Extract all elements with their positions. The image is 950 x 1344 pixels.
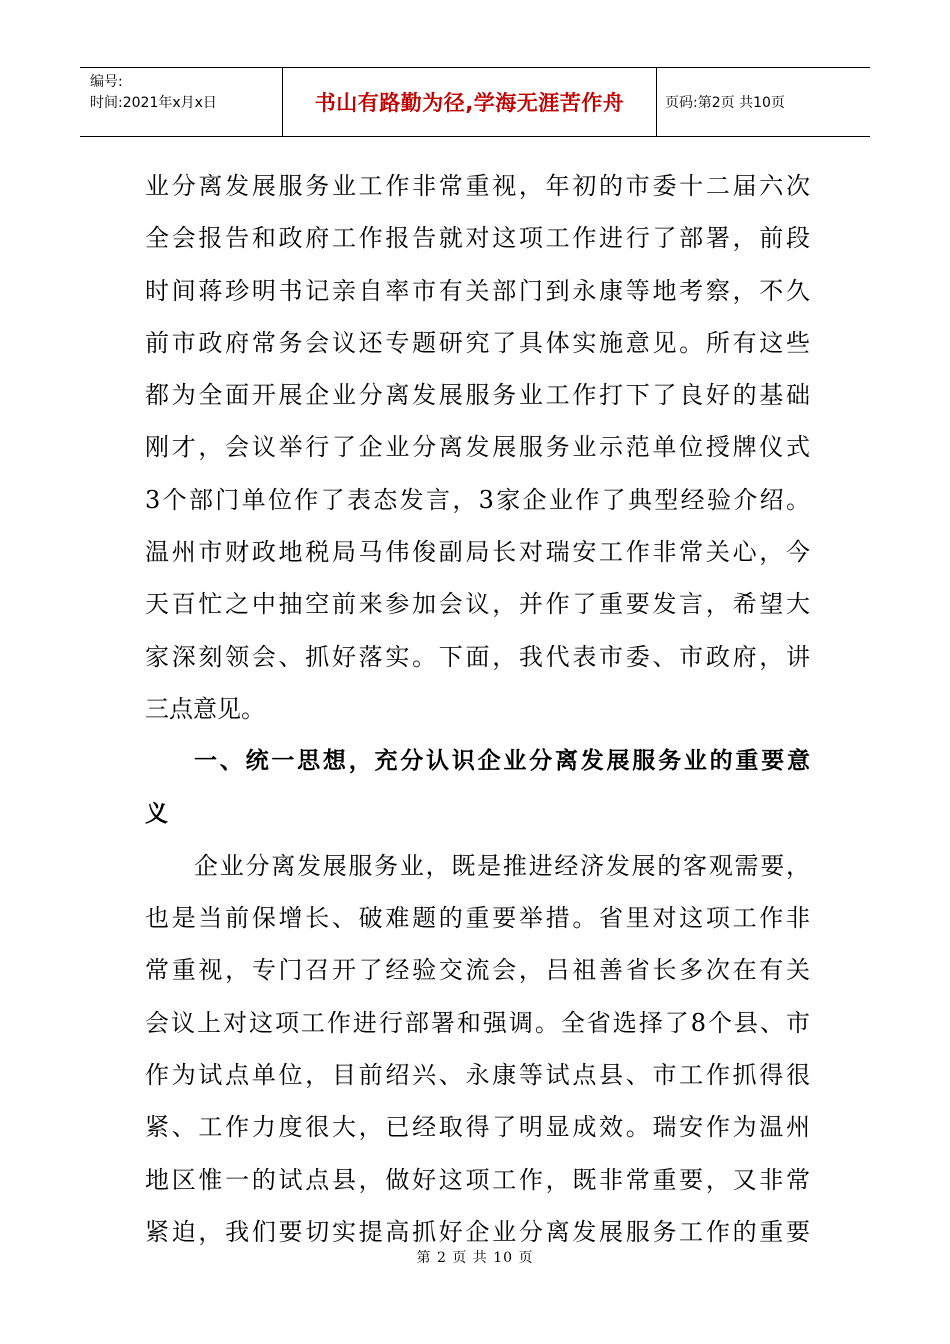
page-footer: 第 2 页 共 10 页	[416, 1250, 534, 1266]
body-line: 家深刻领会、抓好落实。下面，我代表市委、市政府，讲	[145, 642, 810, 671]
body-line: 地区惟一的试点县，做好这项工作，既非常重要，又非常	[145, 1165, 810, 1194]
document-body	[145, 160, 810, 1258]
header-motto: 书山有路勤为径,学海无涯苦作舟	[283, 68, 657, 136]
body-line: 时间蒋珍明书记亲自率市有关部门到永康等地考察，不久	[145, 276, 810, 305]
body-line: 作为试点单位，目前绍兴、永康等试点县、市工作抓得很	[145, 1061, 810, 1090]
number-label: 编号:	[90, 74, 123, 90]
time-label: 时间:2021年x月x日	[90, 95, 217, 111]
body-line: 三点意见。	[145, 694, 265, 723]
body-line: 前市政府常务会议还专题研究了具体实施意见。所有这些	[145, 328, 810, 357]
document-header	[80, 67, 870, 137]
section-heading-cont: 义	[145, 800, 168, 827]
body-line: 企业分离发展服务业，既是推进经济发展的客观需要，	[194, 851, 810, 880]
body-line: 业分离发展服务业工作非常重视，年初的市委十二届六次	[145, 172, 810, 200]
header-meta	[80, 68, 283, 136]
body-line: 都为全面开展企业分离发展服务业工作打下了良好的基础	[145, 381, 810, 410]
body-line: 也是当前保增长、破难题的重要举措。省里对这项工作非	[145, 904, 810, 933]
body-line: 全会报告和政府工作报告就对这项工作进行了部署，前段	[145, 224, 810, 253]
body-line: 3个部门单位作了表态发言，3家企业作了典型经验介绍。	[145, 485, 810, 514]
section-heading: 一、统一思想，充分认识企业分离发展服务业的重要意	[194, 748, 810, 775]
body-line: 会议上对这项工作进行部署和强调。全省选择了8个县、市	[145, 1008, 810, 1037]
body-line: 刚才，会议举行了企业分离发展服务业示范单位授牌仪式	[145, 433, 810, 462]
body-line: 紧迫，我们要切实提高抓好企业分离发展服务工作的重要	[145, 1217, 810, 1246]
header-page-info: 页码:第2页 共10页	[665, 95, 785, 111]
body-line: 紧、工作力度很大，已经取得了明显成效。瑞安作为温州	[145, 1113, 810, 1142]
body-line: 天百忙之中抽空前来参加会议，并作了重要发言，希望大	[145, 590, 810, 619]
body-line: 温州市财政地税局马伟俊副局长对瑞安工作非常关心，今	[145, 538, 810, 567]
body-line: 常重视，专门召开了经验交流会，吕祖善省长多次在有关	[145, 956, 810, 985]
